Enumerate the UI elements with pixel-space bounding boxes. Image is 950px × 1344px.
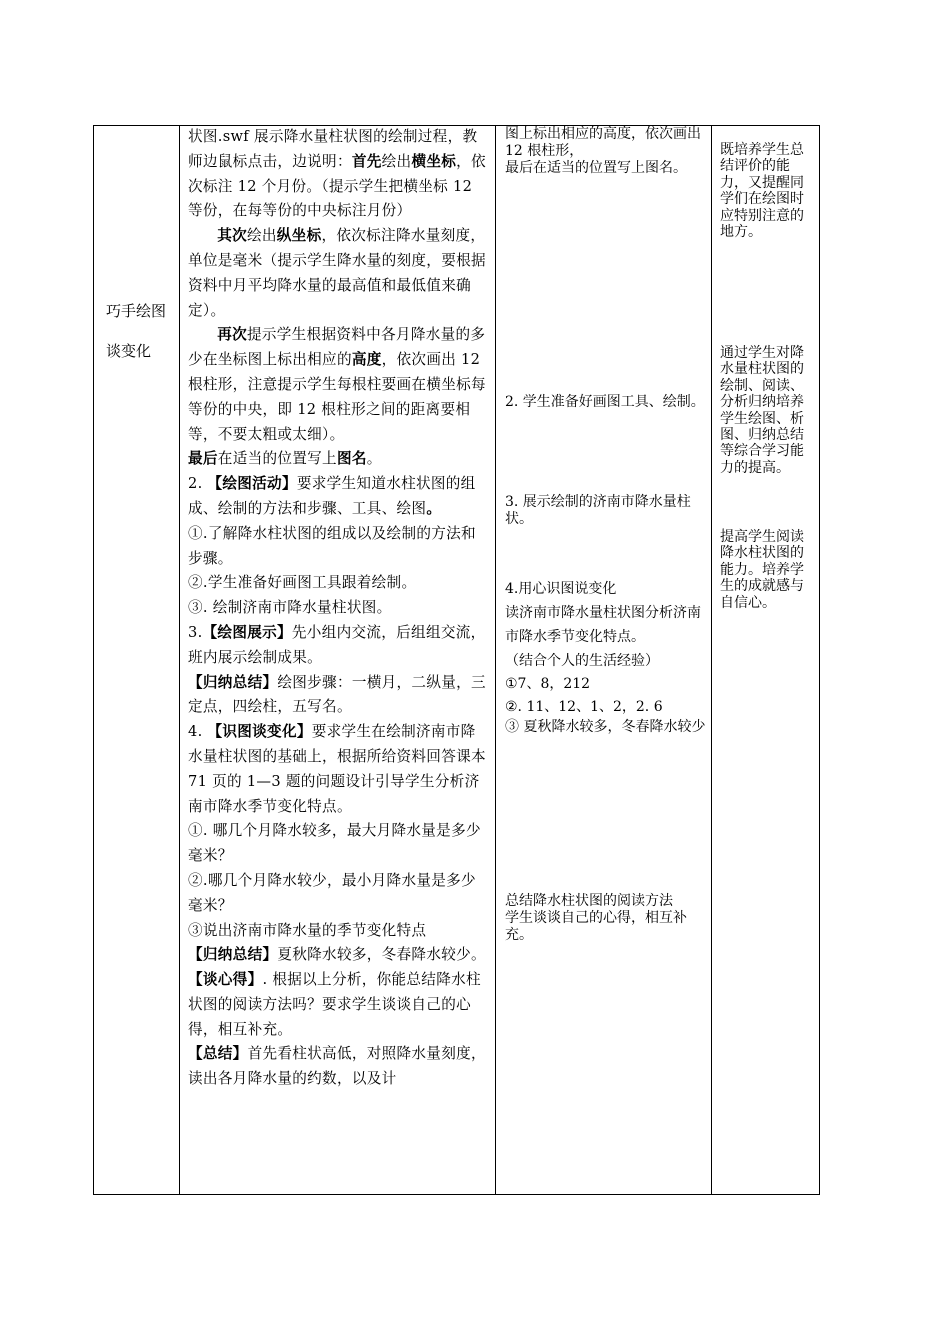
student-block-2: 2. 学生准备好画图工具、绘制。 (505, 394, 705, 410)
list-item: ③说出济南市降水量的季节变化特点 (188, 921, 427, 939)
student-block-3: 3. 展示绘制的济南市降水量柱状。 (505, 494, 691, 527)
student-activity-cell (495, 126, 711, 1194)
section-label-line2: 谈变化 (106, 342, 152, 360)
student-block-4: 4.用心识图说变化 读济南市降水量柱状图分析济南市降水季节变化特点。 （结合个人的生活经验） ①7、8，212 ②. 11、12、1、2，2. 6 ③ 夏秋降水较多，冬春降水较少 (505, 581, 706, 735)
design-intent-cell (711, 126, 821, 1194)
paragraph-summary: 【归纳总结】夏秋降水较多，冬春降水较少。 (188, 946, 486, 964)
section-label-line1: 巧手绘图 (106, 302, 167, 320)
section-label-cell (94, 126, 179, 1194)
paragraph-reflection: 【谈心得】. 根据以上分析，你能总结降水柱状图的阅读方法吗？要求学生谈谈自己的心得，相互补充。 (188, 971, 481, 1038)
lesson-plan-table (93, 125, 820, 1195)
student-block-5: 总结降水柱状图的阅读方法 学生谈谈自己的心得，相互补充。 (505, 893, 687, 943)
list-item: ②.哪几个月降水较少，最小月降水量是多少毫米？ (188, 871, 476, 914)
list-item: ②.学生准备好画图工具跟着绘制。 (188, 574, 417, 592)
paragraph-read-chart: 4. 【识图谈变化】要求学生在绘制济南市降水量柱状图的基础上，根据所给资料回答课本 71 页的 1—3 题的问题设计引导学生分析济南市降水季节变化特点。 (188, 723, 486, 815)
paragraph-conclusion: 【总结】首先看柱状高低，对照降水量刻度，读出各月降水量的约数，以及计 (188, 1045, 486, 1088)
list-item: ①. 哪几个月降水较多，最大月降水量是多少毫米？ (188, 822, 481, 865)
paragraph-intro: 状图.swf 展示降水量柱状图的绘制过程，教师边鼠标点击，边说明：首先绘出横坐标，依次标注 12 个月份。（提示学生把横坐标 12 等份，在每等份的中央标注月份） (188, 128, 486, 220)
paragraph-third: 再次提示学生根据资料中各月降水量的多少在坐标图上标出相应的高度，依次画出 12 根柱形，注意提示学生每根柱要画在横坐标每等份的中央，即 12 根柱形之间的距离要相等，不要太粗或太细）。 (188, 326, 486, 443)
list-item: ③. 绘制济南市降水量柱状图。 (188, 599, 392, 617)
list-item: ①.了解降水柱状图的组成以及绘制的方法和步骤。 (188, 524, 476, 567)
intent-block-3: 提高学生阅读降水柱状图的能力。培养学生的成就感与自信心。 (720, 529, 804, 611)
paragraph-second: 其次绘出纵坐标，依次标注降水量刻度，单位是毫米（提示学生降水量的刻度，要根据资料中月平均降水量的最高值和最低值来确定）。 (188, 227, 486, 319)
student-block-1: 图上标出相应的高度，依次画出 12 根柱形， 最后在适当的位置写上图名。 (505, 126, 701, 176)
intent-block-1: 既培养学生总结评价的能力，又提醒同学们在绘图时应特别注意的地方。 (720, 142, 804, 241)
paragraph-last: 最后在适当的位置写上图名。 (188, 450, 382, 468)
paragraph-summary: 【归纳总结】绘图步骤：一横月，二纵量，三定点，四绘柱，五写名。 (188, 673, 486, 716)
paragraph-drawing-activity: 2. 【绘图活动】要求学生知道水柱状图的组成、绘制的方法和步骤、工具、绘图。 (188, 475, 476, 517)
intent-block-2: 通过学生对降水量柱状图的绘制、阅读、分析归纳培养学生绘图、析图、归纳总结等综合学习能力的提高。 (720, 345, 804, 476)
paragraph-drawing-display: 3.【绘图展示】先小组内交流，后组组交流，班内展示绘制成果。 (188, 623, 486, 666)
teacher-activity-cell (179, 126, 495, 1194)
